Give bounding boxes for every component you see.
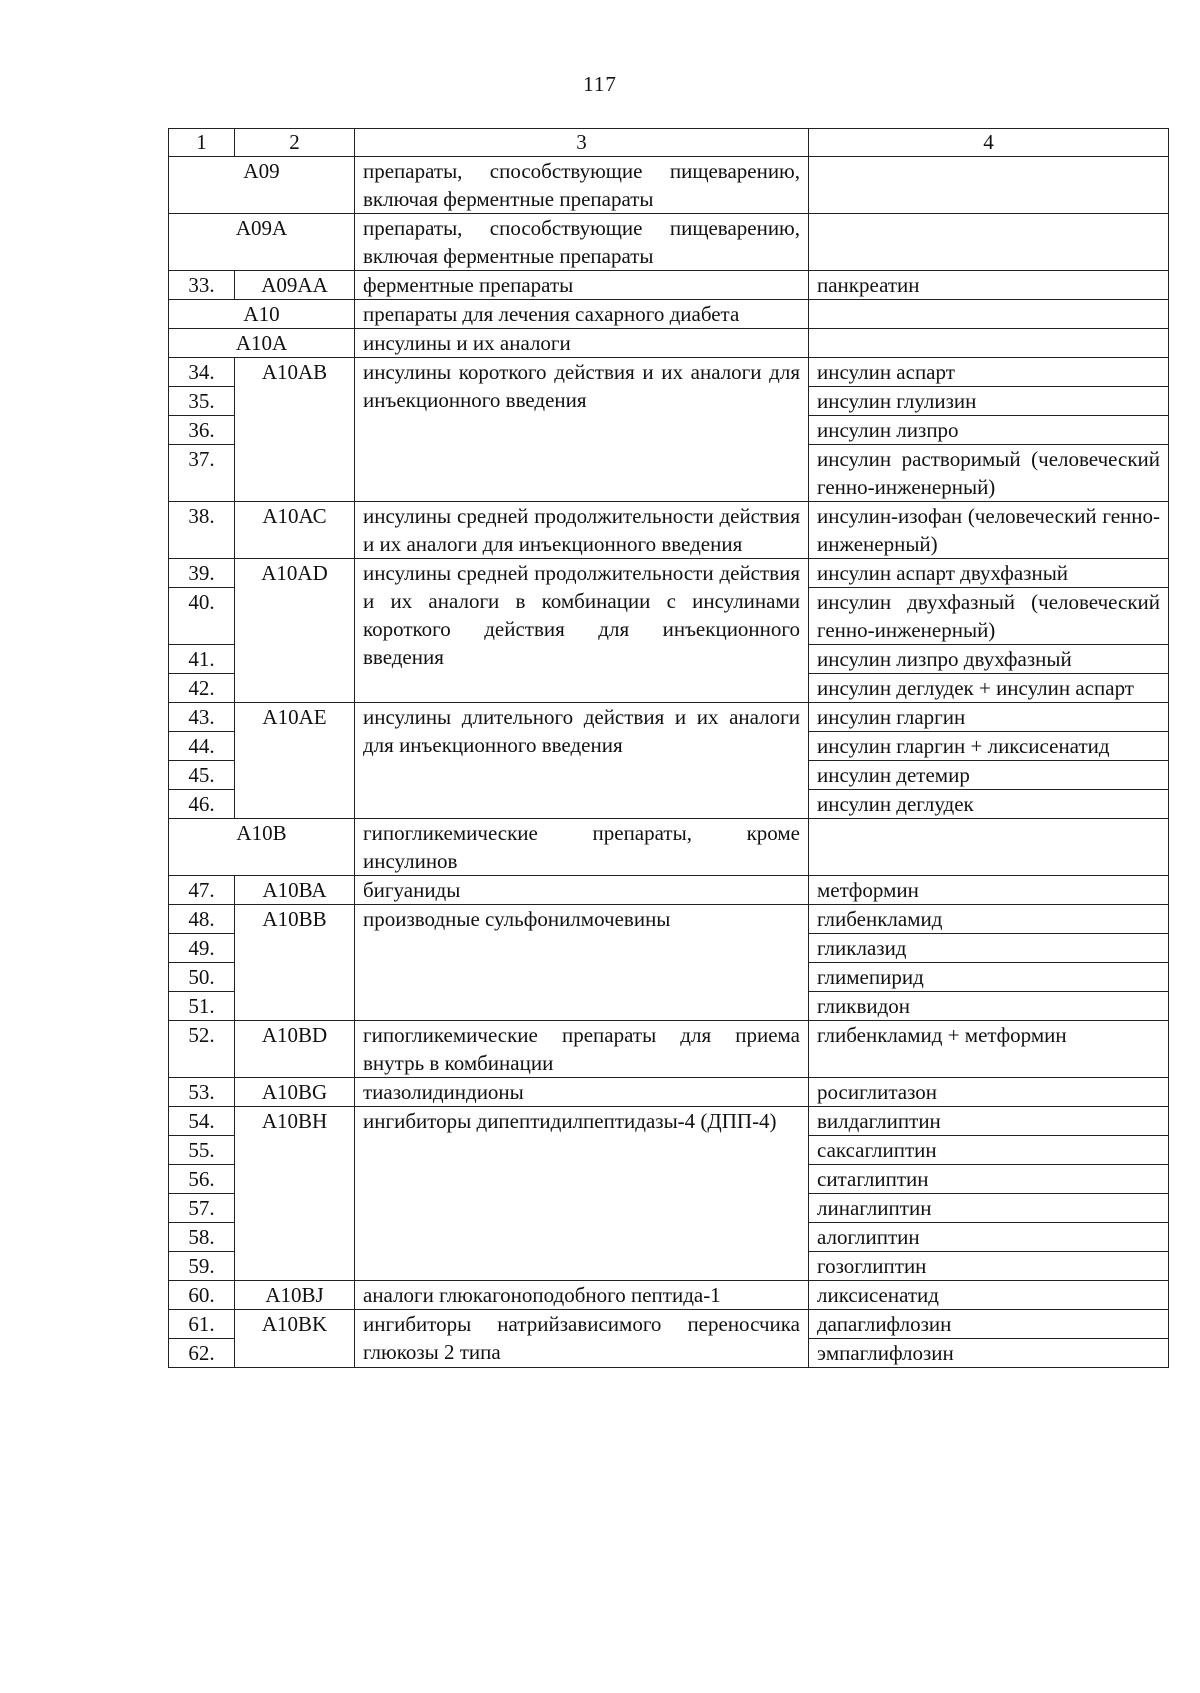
- row-number: 60.: [169, 1281, 235, 1310]
- drug-name: инсулин гларгин + ликсисенатид: [809, 732, 1169, 761]
- table-row: [169, 703, 1169, 732]
- row-number: 52.: [169, 1021, 235, 1078]
- row-number: 41.: [169, 645, 235, 674]
- table-row: [169, 559, 1169, 588]
- row-number: 54.: [169, 1107, 235, 1136]
- row-number: 42.: [169, 674, 235, 703]
- drug-name: метформин: [809, 876, 1169, 905]
- drug-name: саксаглиптин: [809, 1136, 1169, 1165]
- atc-name: инсулины короткого действия и их аналоги для инъекционного введения: [355, 358, 809, 502]
- atc-code: А10АЕ: [235, 703, 355, 819]
- row-number: 51.: [169, 992, 235, 1021]
- drug-name: гозоглиптин: [809, 1252, 1169, 1281]
- empty-cell: [809, 300, 1169, 329]
- group-row: [169, 329, 1169, 358]
- row-number: 53.: [169, 1078, 235, 1107]
- row-number: 46.: [169, 790, 235, 819]
- atc-code: А10ВВ: [235, 905, 355, 1021]
- atc-name: производные сульфонилмочевины: [355, 905, 809, 1021]
- drug-name: инсулин детемир: [809, 761, 1169, 790]
- drug-name: эмпаглифлозин: [809, 1339, 1169, 1368]
- drug-table: [168, 128, 1169, 1368]
- table-row: [169, 358, 1169, 387]
- empty-cell: [809, 329, 1169, 358]
- table-row: [169, 1078, 1169, 1107]
- drug-name: глимепирид: [809, 963, 1169, 992]
- atc-name: инсулины средней продолжительности действия и их аналоги для инъекционного введения: [355, 502, 809, 559]
- drug-name: глибенкламид + метформин: [809, 1021, 1169, 1078]
- drug-name: алоглиптин: [809, 1223, 1169, 1252]
- drug-name: инсулин-изофан (человеческий генно-инженерный): [809, 502, 1169, 559]
- atc-code: A10BH: [235, 1107, 355, 1281]
- table-row: [169, 1107, 1169, 1136]
- group-name: инсулины и их аналоги: [355, 329, 809, 358]
- drug-name: панкреатин: [809, 271, 1169, 300]
- row-number: 35.: [169, 387, 235, 416]
- group-name: препараты для лечения сахарного диабета: [355, 300, 809, 329]
- row-number: 55.: [169, 1136, 235, 1165]
- drug-name: ситаглиптин: [809, 1165, 1169, 1194]
- group-name: препараты, способствующие пищеварению, включая ферментные препараты: [355, 214, 809, 271]
- drug-name: гликвидон: [809, 992, 1169, 1021]
- row-number: 58.: [169, 1223, 235, 1252]
- group-code: А10: [169, 300, 355, 329]
- drug-name: инсулин глулизин: [809, 387, 1169, 416]
- atc-code: А09АА: [235, 271, 355, 300]
- row-number: 48.: [169, 905, 235, 934]
- drug-name: гликлазид: [809, 934, 1169, 963]
- row-number: 37.: [169, 445, 235, 502]
- drug-name: инсулин растворимый (человеческий генно-инженерный): [809, 445, 1169, 502]
- drug-name: инсулин лизпро: [809, 416, 1169, 445]
- atc-name: бигуаниды: [355, 876, 809, 905]
- table-header-row: [169, 129, 1169, 157]
- empty-cell: [809, 214, 1169, 271]
- drug-name: вилдаглиптин: [809, 1107, 1169, 1136]
- atc-name: инсулины средней продолжительности действия и их аналоги в комбинации с инсулинами короткого действия для инъекционного введения: [355, 559, 809, 703]
- drug-name: инсулин лизпро двухфазный: [809, 645, 1169, 674]
- drug-name: ликсисенатид: [809, 1281, 1169, 1310]
- header-col-1: 1: [169, 129, 235, 157]
- group-row: [169, 819, 1169, 876]
- drug-name: дапаглифлозин: [809, 1310, 1169, 1339]
- row-number: 62.: [169, 1339, 235, 1368]
- empty-cell: [809, 157, 1169, 214]
- row-number: 38.: [169, 502, 235, 559]
- atc-name: ферментные препараты: [355, 271, 809, 300]
- table-row: [169, 1021, 1169, 1078]
- group-name: препараты, способствующие пищеварению, включая ферментные препараты: [355, 157, 809, 214]
- row-number: 57.: [169, 1194, 235, 1223]
- row-number: 33.: [169, 271, 235, 300]
- drug-name: инсулин деглудек: [809, 790, 1169, 819]
- atc-code: А10АС: [235, 502, 355, 559]
- row-number: 47.: [169, 876, 235, 905]
- row-number: 45.: [169, 761, 235, 790]
- atc-name: ингибиторы дипептидилпептидазы-4 (ДПП-4): [355, 1107, 809, 1281]
- drug-name: линаглиптин: [809, 1194, 1169, 1223]
- group-row: [169, 300, 1169, 329]
- atc-code: А10АВ: [235, 358, 355, 502]
- atc-code: A10BJ: [235, 1281, 355, 1310]
- group-name: гипогликемические препараты, кроме инсулинов: [355, 819, 809, 876]
- group-row: [169, 214, 1169, 271]
- atc-code: A10BD: [235, 1021, 355, 1078]
- drug-name: росиглитазон: [809, 1078, 1169, 1107]
- atc-name: ингибиторы натрийзависимого переносчика глюкозы 2 типа: [355, 1310, 809, 1368]
- group-code: А09А: [169, 214, 355, 271]
- drug-name: инсулин гларгин: [809, 703, 1169, 732]
- group-code: А10В: [169, 819, 355, 876]
- header-col-2: 2: [235, 129, 355, 157]
- table-row: [169, 271, 1169, 300]
- header-col-3: 3: [355, 129, 809, 157]
- atc-code: А10AD: [235, 559, 355, 703]
- atc-name: тиазолидиндионы: [355, 1078, 809, 1107]
- row-number: 56.: [169, 1165, 235, 1194]
- drug-name: инсулин деглудек + инсулин аспарт: [809, 674, 1169, 703]
- row-number: 44.: [169, 732, 235, 761]
- group-code: А10А: [169, 329, 355, 358]
- drug-name: инсулин аспарт: [809, 358, 1169, 387]
- atc-name: аналоги глюкагоноподобного пептида-1: [355, 1281, 809, 1310]
- row-number: 40.: [169, 588, 235, 645]
- row-number: 36.: [169, 416, 235, 445]
- drug-name: глибенкламид: [809, 905, 1169, 934]
- atc-code: А10ВА: [235, 876, 355, 905]
- table-row: [169, 1281, 1169, 1310]
- row-number: 34.: [169, 358, 235, 387]
- row-number: 43.: [169, 703, 235, 732]
- atc-name: инсулины длительного действия и их аналоги для инъекционного введения: [355, 703, 809, 819]
- table-row: [169, 876, 1169, 905]
- row-number: 39.: [169, 559, 235, 588]
- row-number: 50.: [169, 963, 235, 992]
- row-number: 59.: [169, 1252, 235, 1281]
- header-col-4: 4: [809, 129, 1169, 157]
- empty-cell: [809, 819, 1169, 876]
- atc-code: A10BK: [235, 1310, 355, 1368]
- drug-name: инсулин аспарт двухфазный: [809, 559, 1169, 588]
- table-row: [169, 905, 1169, 934]
- page-number: 117: [583, 72, 617, 96]
- row-number: 61.: [169, 1310, 235, 1339]
- group-code: А09: [169, 157, 355, 214]
- row-number: 49.: [169, 934, 235, 963]
- table-row: [169, 502, 1169, 559]
- drug-name: инсулин двухфазный (человеческий генно-инженерный): [809, 588, 1169, 645]
- atc-name: гипогликемические препараты для приема внутрь в комбинации: [355, 1021, 809, 1078]
- table-row: [169, 1310, 1169, 1339]
- atc-code: A10BG: [235, 1078, 355, 1107]
- group-row: [169, 157, 1169, 214]
